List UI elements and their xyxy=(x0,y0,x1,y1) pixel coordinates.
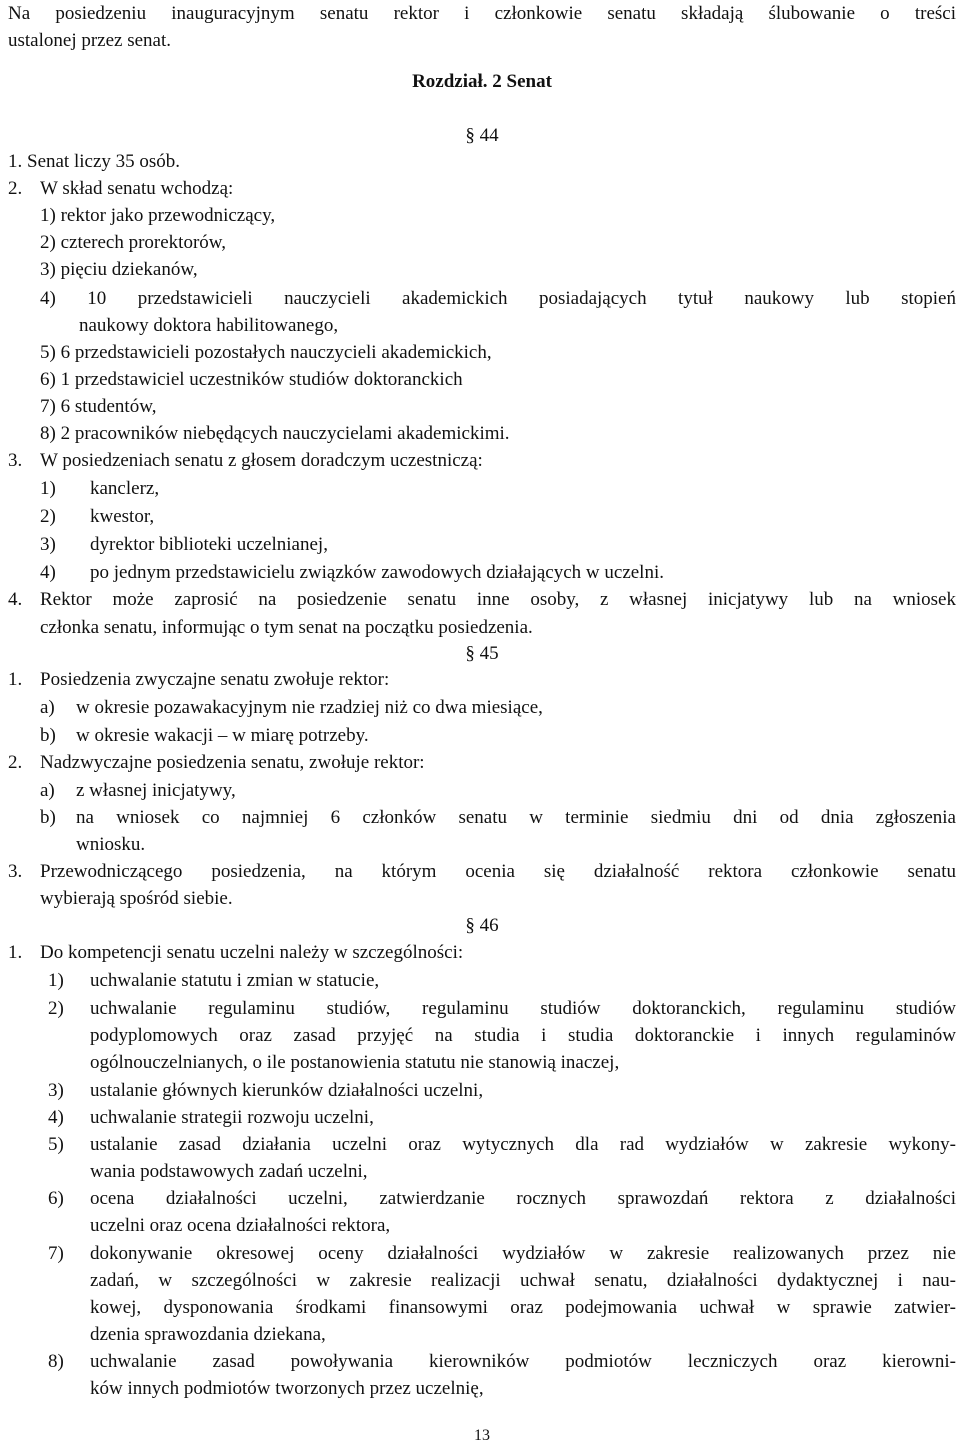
s46-item-5-number: 5) xyxy=(48,1134,64,1155)
s44-list-item-6: 6) 1 przedstawiciel uczestników studiów doktoranckich xyxy=(40,369,463,390)
s44-advisor-4-number: 4) xyxy=(40,562,56,583)
s44-paragraph-4-number: 4. xyxy=(8,589,23,610)
s44-advisor-2: kwestor, xyxy=(90,506,155,527)
s45-paragraph-1: Posiedzenia zwyczajne senatu zwołuje rektor: xyxy=(40,669,390,690)
s44-advisor-1-number: 1) xyxy=(40,478,56,499)
s46-item-8-cont: ków innych podmiotów tworzonych przez uczelnię, xyxy=(90,1378,484,1399)
s45-item-a-letter: a) xyxy=(40,697,55,718)
s44-list-item-5: 5) 6 przedstawicieli pozostałych nauczycieli akademickich, xyxy=(40,342,492,363)
s44-paragraph-1: 1. Senat liczy 35 osób. xyxy=(8,151,181,172)
s46-item-2-cont-1: podyplomowych oraz zasad przyjęć na studia i studia doktoranckie i innych regulaminów xyxy=(90,1025,956,1046)
s45-item-c-letter: a) xyxy=(40,780,55,801)
section-44-heading: § 44 xyxy=(465,125,499,146)
s46-item-2-number: 2) xyxy=(48,998,64,1019)
s46-item-7-cont-3: dzenia sprawozdania dziekana, xyxy=(90,1324,326,1345)
s46-item-2-cont-2: ogólnouczelnianych, o ile postanowienia statutu nie stanowią inaczej, xyxy=(90,1052,620,1073)
s44-paragraph-4: Rektor może zaprosić na posiedzenie senatu inne osoby, z własnej inicjatywy lub na wniosek xyxy=(40,589,956,610)
s44-list-item-3: 3) pięciu dziekanów, xyxy=(40,259,198,280)
s45-item-c: z własnej inicjatywy, xyxy=(76,780,236,801)
s44-advisor-3-number: 3) xyxy=(40,534,56,555)
s46-item-7-cont-1: zadań, w szczególności w zakresie realizacji uchwał senatu, działalności dydaktycznej i nau- xyxy=(90,1270,956,1291)
s46-item-5: ustalanie zasad działania uczelni oraz wytycznych dla rad wydziałów w zakresie wykony- xyxy=(90,1134,956,1155)
s44-paragraph-3: W posiedzeniach senatu z głosem doradczym uczestniczą: xyxy=(40,450,483,471)
s46-item-6: ocena działalności uczelni, zatwierdzanie rocznych sprawozdań rektora z działalności xyxy=(90,1188,956,1209)
s45-item-a: w okresie pozawakacyjnym nie rzadziej niż co dwa miesiące, xyxy=(76,697,543,718)
s45-paragraph-2-number: 2. xyxy=(8,752,23,773)
s46-item-3-number: 3) xyxy=(48,1080,64,1101)
s44-list-item-1: 1) rektor jako przewodniczący, xyxy=(40,205,276,226)
s44-paragraph-3-number: 3. xyxy=(8,450,23,471)
intro-line-2: ustalonej przez senat. xyxy=(8,30,172,51)
s46-item-4: uchwalanie strategii rozwoju uczelni, xyxy=(90,1107,374,1128)
s44-paragraph-2-number: 2. xyxy=(8,178,23,199)
s44-advisor-4: po jednym przedstawicielu związków zawodowych działających w uczelni. xyxy=(90,562,664,583)
s44-list-item-4-cont: naukowy doktora habilitowanego, xyxy=(79,315,339,336)
page-number: 13 xyxy=(474,1427,490,1444)
s45-item-d: na wniosek co najmniej 6 członków senatu w terminie siedmiu dni od dnia zgłoszenia xyxy=(76,807,956,828)
s46-item-8-number: 8) xyxy=(48,1351,64,1372)
s44-list-item-4: 4) 10 przedstawicieli nauczycieli akademickich posiadających tytuł naukowy lub stopień xyxy=(40,288,956,309)
s46-item-1-number: 1) xyxy=(48,970,64,991)
s45-item-d-letter: b) xyxy=(40,807,56,828)
s45-paragraph-3-cont: wybierają spośród siebie. xyxy=(40,888,233,909)
s45-paragraph-2: Nadzwyczajne posiedzenia senatu, zwołuje rektor: xyxy=(40,752,425,773)
s44-advisor-2-number: 2) xyxy=(40,506,56,527)
s46-item-2: uchwalanie regulaminu studiów, regulaminu studiów doktoranckich, regulaminu studiów xyxy=(90,998,956,1019)
s46-item-1: uchwalanie statutu i zmian w statucie, xyxy=(90,970,380,991)
s46-item-7-number: 7) xyxy=(48,1243,64,1264)
s46-item-6-number: 6) xyxy=(48,1188,64,1209)
s45-item-b: w okresie wakacji – w miarę potrzeby. xyxy=(76,725,369,746)
section-46-heading: § 46 xyxy=(465,915,499,936)
s46-item-4-number: 4) xyxy=(48,1107,64,1128)
s46-item-5-cont: wania podstawowych zadań uczelni, xyxy=(90,1161,368,1182)
s44-advisor-1: kanclerz, xyxy=(90,478,160,499)
s46-paragraph-1-number: 1. xyxy=(8,942,23,963)
s46-item-3: ustalanie głównych kierunków działalności uczelni, xyxy=(90,1080,484,1101)
s45-item-d-cont: wniosku. xyxy=(76,834,146,855)
chapter-title: Rozdział. 2 Senat xyxy=(412,71,552,92)
section-45-heading: § 45 xyxy=(465,643,499,664)
s45-paragraph-3-number: 3. xyxy=(8,861,23,882)
s44-paragraph-2: W skład senatu wchodzą: xyxy=(40,178,234,199)
s46-item-7: dokonywanie okresowej oceny działalności wydziałów w zakresie realizowanych przez nie xyxy=(90,1243,956,1264)
s45-item-b-letter: b) xyxy=(40,725,56,746)
s45-paragraph-1-number: 1. xyxy=(8,669,23,690)
s46-item-7-cont-2: kowej, dysponowania środkami finansowymi oraz podejmowania uchwał w sprawie zatwier- xyxy=(90,1297,956,1318)
intro-line-1: Na posiedzeniu inauguracyjnym senatu rektor i członkowie senatu składają ślubowanie o treści xyxy=(8,3,956,24)
s46-item-6-cont: uczelni oraz ocena działalności rektora, xyxy=(90,1215,391,1236)
s45-paragraph-3: Przewodniczącego posiedzenia, na którym ocenia się działalność rektora członkowie senatu xyxy=(40,861,956,882)
s44-paragraph-4-cont: członka senatu, informując o tym senat na początku posiedzenia. xyxy=(40,617,533,638)
s44-list-item-2: 2) czterech prorektorów, xyxy=(40,232,227,253)
s46-paragraph-1: Do kompetencji senatu uczelni należy w szczególności: xyxy=(40,942,464,963)
s44-list-item-8: 8) 2 pracowników niebędących nauczycielami akademickimi. xyxy=(40,423,510,444)
s44-advisor-3: dyrektor biblioteki uczelnianej, xyxy=(90,534,328,555)
s46-item-8: uchwalanie zasad powoływania kierowników podmiotów leczniczych oraz kierowni- xyxy=(90,1351,956,1372)
s44-list-item-7: 7) 6 studentów, xyxy=(40,396,157,417)
